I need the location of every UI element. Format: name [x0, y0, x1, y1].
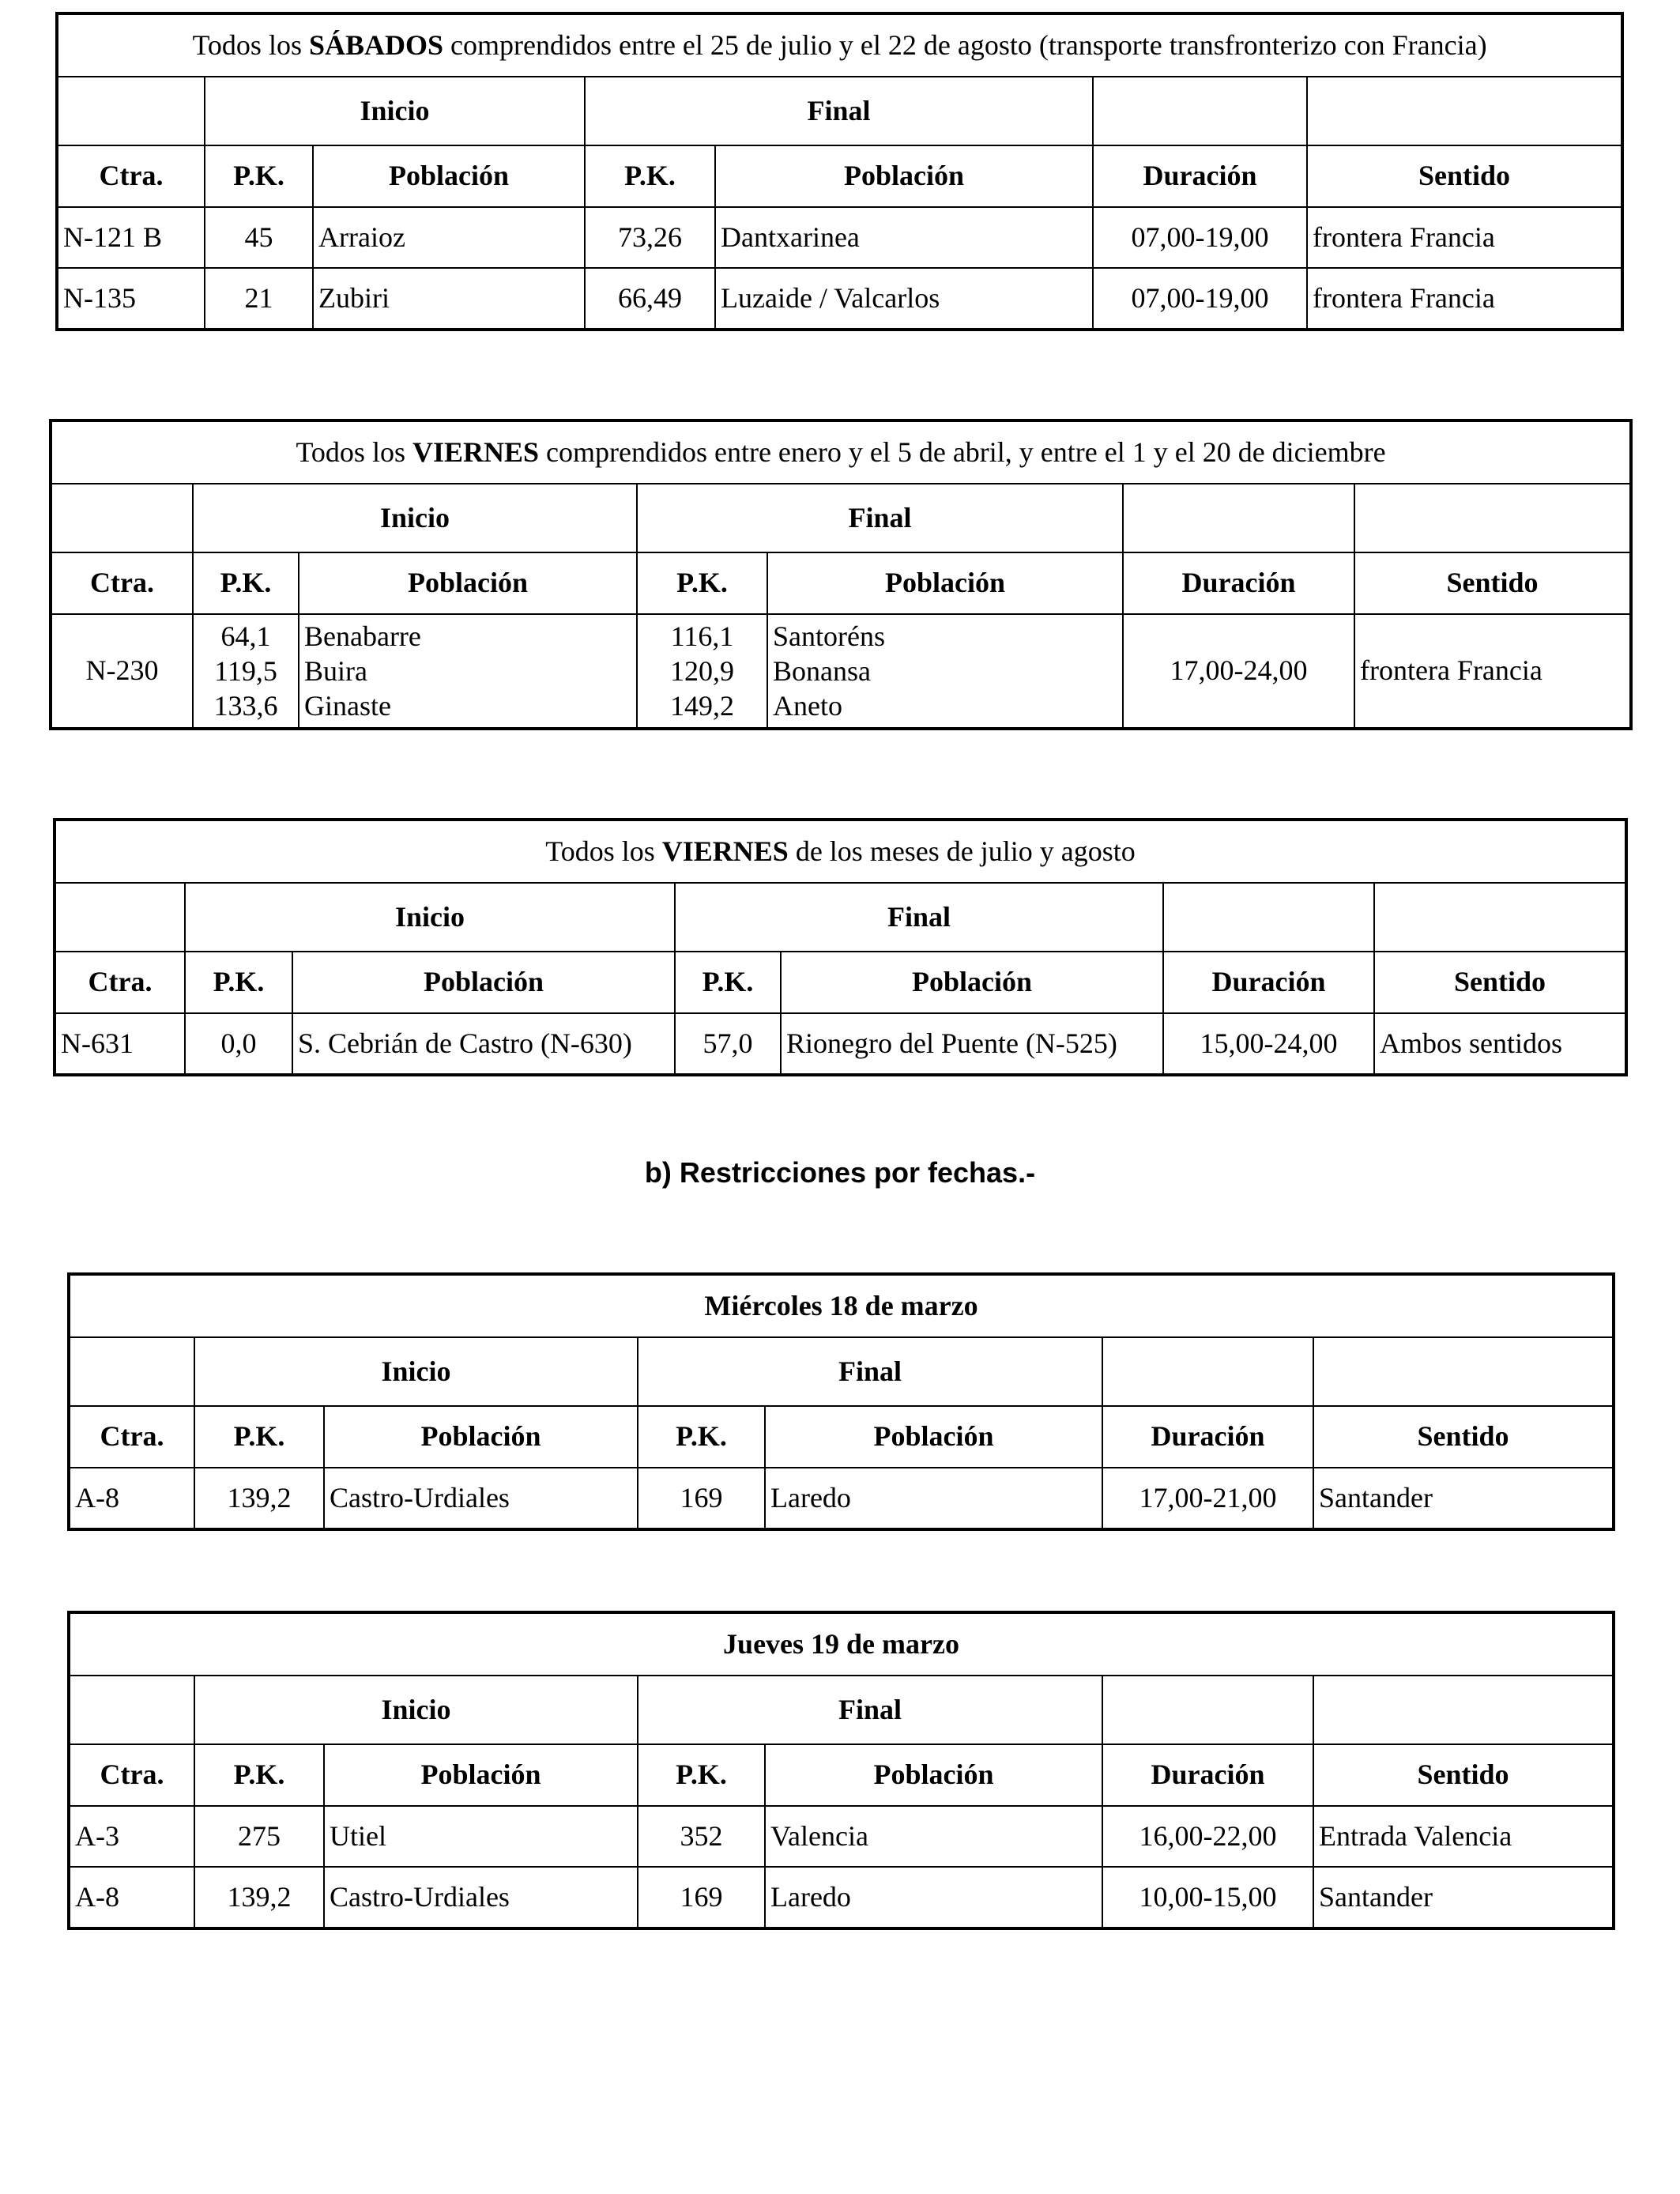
cell-pk-inicio: 139,2 [194, 1468, 324, 1529]
table-row [55, 1013, 1626, 1075]
header-poblacion: Población [292, 952, 675, 1013]
cell-sentido: frontera Francia [1354, 614, 1631, 729]
empty-cell [1313, 1337, 1614, 1406]
cell-ctra: N-121 B [57, 207, 205, 268]
header-pk: P.K. [637, 552, 767, 614]
cell-poblacion-final: Dantxarinea [715, 207, 1093, 268]
cell-pk-inicio: 275 [194, 1806, 324, 1867]
cell-poblacion-inicio: Castro-Urdiales [324, 1468, 638, 1529]
header-inicio: Inicio [194, 1337, 638, 1406]
cell-pk-final: 352 [638, 1806, 765, 1867]
empty-cell [1102, 1337, 1313, 1406]
empty-cell [69, 1676, 194, 1744]
cell-duracion: 15,00-24,00 [1163, 1013, 1374, 1075]
cell-poblacion-inicio: Benabarre Buira Ginaste [299, 614, 637, 729]
header-inicio: Inicio [194, 1676, 638, 1744]
header-poblacion: Población [765, 1406, 1102, 1468]
cell-poblacion-final: Laredo [765, 1468, 1102, 1529]
header-sentido: Sentido [1313, 1406, 1614, 1468]
header-pk: P.K. [638, 1744, 765, 1806]
cell-duracion: 16,00-22,00 [1102, 1806, 1313, 1867]
cell-ctra: A-3 [69, 1806, 194, 1867]
cell-poblacion-final: Rionegro del Puente (N-525) [781, 1013, 1163, 1075]
cell-duracion: 07,00-19,00 [1093, 207, 1307, 268]
header-final: Final [585, 77, 1093, 145]
cell-poblacion-inicio: Zubiri [313, 268, 585, 330]
cell-poblacion-final: Luzaide / Valcarlos [715, 268, 1093, 330]
table-title: Todos los VIERNES de los meses de julio y agosto [55, 820, 1626, 883]
cell-pk-final: 169 [638, 1867, 765, 1928]
header-pk: P.K. [638, 1406, 765, 1468]
cell-pk-final: 57,0 [675, 1013, 781, 1075]
restriction-table-viernes-enero-diciembre [49, 419, 1633, 730]
cell-ctra: N-631 [55, 1013, 185, 1075]
cell-duracion: 07,00-19,00 [1093, 268, 1307, 330]
cell-ctra: N-230 [51, 614, 193, 729]
cell-pk-inicio: 45 [205, 207, 313, 268]
cell-pk-final: 66,49 [585, 268, 715, 330]
cell-pk-final: 169 [638, 1468, 765, 1529]
empty-cell [1307, 77, 1622, 145]
cell-sentido: Entrada Valencia [1313, 1806, 1614, 1867]
cell-poblacion-final: Laredo [765, 1867, 1102, 1928]
header-poblacion: Población [781, 952, 1163, 1013]
cell-poblacion-final: Valencia [765, 1806, 1102, 1867]
cell-pk-final: 73,26 [585, 207, 715, 268]
header-final: Final [638, 1337, 1102, 1406]
header-inicio: Inicio [193, 484, 637, 552]
table-row [57, 268, 1622, 330]
empty-cell [51, 484, 193, 552]
empty-cell [1354, 484, 1631, 552]
header-poblacion: Población [767, 552, 1123, 614]
cell-ctra: A-8 [69, 1468, 194, 1529]
table-row [69, 1806, 1614, 1867]
header-ctra: Ctra. [57, 145, 205, 207]
empty-cell [1102, 1676, 1313, 1744]
header-final: Final [675, 883, 1163, 952]
cell-duracion: 17,00-24,00 [1123, 614, 1354, 729]
header-ctra: Ctra. [51, 552, 193, 614]
header-inicio: Inicio [185, 883, 675, 952]
cell-sentido: frontera Francia [1307, 268, 1622, 330]
cell-pk-inicio: 21 [205, 268, 313, 330]
restriction-table-viernes-julio-agosto [53, 818, 1628, 1076]
header-poblacion: Población [324, 1406, 638, 1468]
table-row [69, 1867, 1614, 1928]
cell-sentido: frontera Francia [1307, 207, 1622, 268]
header-pk: P.K. [675, 952, 781, 1013]
restriction-table-sabados [55, 12, 1624, 331]
header-sentido: Sentido [1374, 952, 1626, 1013]
table-title: Miércoles 18 de marzo [69, 1274, 1614, 1337]
cell-pk-final: 116,1 120,9 149,2 [637, 614, 767, 729]
cell-sentido: Santander [1313, 1468, 1614, 1529]
empty-cell [1163, 883, 1374, 952]
empty-cell [1123, 484, 1354, 552]
header-sentido: Sentido [1313, 1744, 1614, 1806]
empty-cell [1093, 77, 1307, 145]
header-duracion: Duración [1163, 952, 1374, 1013]
header-poblacion: Población [765, 1744, 1102, 1806]
header-poblacion: Población [324, 1744, 638, 1806]
empty-cell [69, 1337, 194, 1406]
header-poblacion: Población [715, 145, 1093, 207]
header-duracion: Duración [1123, 552, 1354, 614]
cell-ctra: N-135 [57, 268, 205, 330]
cell-pk-inicio: 139,2 [194, 1867, 324, 1928]
table-title: Todos los SÁBADOS comprendidos entre el 25 de julio y el 22 de agosto (transporte transfronterizo con Francia) [57, 13, 1622, 77]
header-final: Final [638, 1676, 1102, 1744]
empty-cell [1313, 1676, 1614, 1744]
header-pk: P.K. [193, 552, 299, 614]
cell-ctra: A-8 [69, 1867, 194, 1928]
header-poblacion: Población [299, 552, 637, 614]
header-pk: P.K. [585, 145, 715, 207]
header-pk: P.K. [185, 952, 292, 1013]
cell-poblacion-inicio: Castro-Urdiales [324, 1867, 638, 1928]
header-ctra: Ctra. [69, 1744, 194, 1806]
empty-cell [57, 77, 205, 145]
cell-poblacion-inicio: Arraioz [313, 207, 585, 268]
restriction-table-jueves-19-marzo [67, 1611, 1615, 1930]
table-title: Jueves 19 de marzo [69, 1612, 1614, 1676]
header-pk: P.K. [205, 145, 313, 207]
header-sentido: Sentido [1354, 552, 1631, 614]
cell-duracion: 10,00-15,00 [1102, 1867, 1313, 1928]
header-sentido: Sentido [1307, 145, 1622, 207]
table-title: Todos los VIERNES comprendidos entre enero y el 5 de abril, y entre el 1 y el 20 de diciembre [51, 420, 1631, 484]
table-row [51, 614, 1631, 729]
empty-cell [55, 883, 185, 952]
table-row [57, 207, 1622, 268]
table-row [69, 1468, 1614, 1529]
cell-sentido: Ambos sentidos [1374, 1013, 1626, 1075]
cell-poblacion-final: Santoréns Bonansa Aneto [767, 614, 1123, 729]
header-poblacion: Población [313, 145, 585, 207]
cell-poblacion-inicio: Utiel [324, 1806, 638, 1867]
header-duracion: Duración [1093, 145, 1307, 207]
header-duracion: Duración [1102, 1744, 1313, 1806]
header-ctra: Ctra. [55, 952, 185, 1013]
header-ctra: Ctra. [69, 1406, 194, 1468]
cell-poblacion-inicio: S. Cebrián de Castro (N-630) [292, 1013, 675, 1075]
header-duracion: Duración [1102, 1406, 1313, 1468]
section-heading: b) Restricciones por fechas.- [644, 1156, 1036, 1189]
restriction-table-miercoles-18-marzo [67, 1272, 1615, 1531]
cell-pk-inicio: 0,0 [185, 1013, 292, 1075]
header-pk: P.K. [194, 1406, 324, 1468]
cell-sentido: Santander [1313, 1867, 1614, 1928]
header-pk: P.K. [194, 1744, 324, 1806]
header-final: Final [637, 484, 1123, 552]
header-inicio: Inicio [205, 77, 585, 145]
empty-cell [1374, 883, 1626, 952]
cell-duracion: 17,00-21,00 [1102, 1468, 1313, 1529]
cell-pk-inicio: 64,1 119,5 133,6 [193, 614, 299, 729]
